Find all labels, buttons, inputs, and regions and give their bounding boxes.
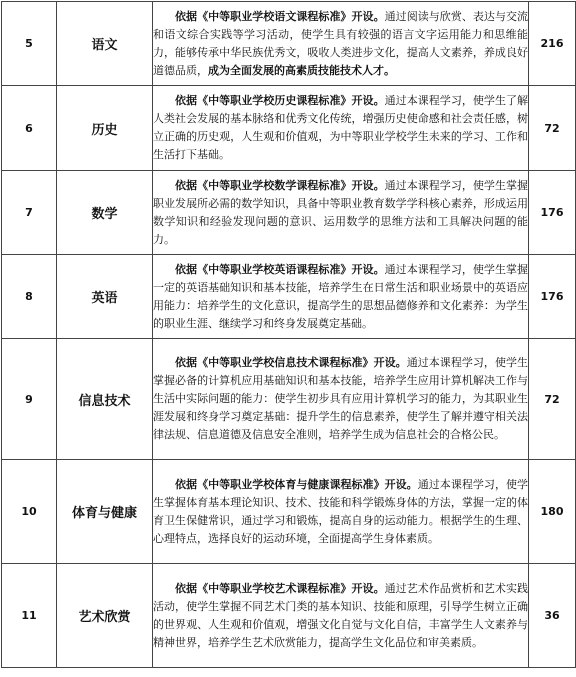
course-name: 数学 [57, 171, 153, 255]
course-hours: 216 [529, 2, 576, 86]
description-emphasis: 成为全面发展的高素质技能技术人才。 [208, 63, 395, 77]
course-name: 体育与健康 [57, 460, 153, 564]
course-name: 历史 [57, 86, 153, 171]
description-lead: 依据《中等职业学校信息技术课程标准》开设。 [175, 356, 407, 369]
table-row [2, 564, 576, 668]
row-number: 6 [2, 86, 57, 171]
course-name: 语文 [57, 2, 153, 86]
table-row [2, 339, 576, 460]
description-lead: 依据《中等职业学校艺术课程标准》开设。 [175, 581, 385, 595]
row-number: 7 [2, 171, 57, 255]
course-hours: 72 [529, 339, 576, 460]
description-lead: 依据《中等职业学校语文课程标准》开设。 [175, 9, 385, 23]
description-body: 通过艺术作品赏析和艺术实践活动，使学生掌握不同艺术门类的基本知识、技能和原理，引导学生树立正确的世界观、人生观和价值观，增强文化自觉与文化自信，丰富学生人文素养与精神世界，培养学生艺术欣赏能力，提高学生文化品位和审美素质。 [153, 581, 529, 649]
description-lead: 依据《中等职业学校英语课程标准》开设。 [175, 262, 385, 276]
row-number: 10 [2, 460, 57, 564]
row-number: 9 [2, 339, 57, 460]
course-hours: 36 [529, 564, 576, 668]
course-name: 艺术欣赏 [57, 564, 153, 668]
row-number: 5 [2, 2, 57, 86]
description-body: 通过本课程学习，使学生掌握必备的计算机应用基础知识和基本技能，培养学生应用计算机解决工作与生活中实际问题的能力：使学生初步具有应用计算机学习的能力，为其职业生涯发展和终身学习奠定基础：提升学生的信息素养，使学生了解并遵守相关法律法规、信息道德及信息安全准则，培养学生成为信息社会的合格公民。 [153, 356, 529, 441]
course-description [153, 171, 529, 255]
table-row [2, 171, 576, 255]
description-lead: 依据《中等职业学校历史课程标准》开设。 [175, 94, 385, 107]
table-row [2, 460, 576, 564]
description-lead: 依据《中等职业学校数学课程标准》开设。 [175, 178, 385, 192]
course-description [153, 564, 529, 668]
course-hours: 176 [529, 255, 576, 339]
course-name: 信息技术 [57, 339, 153, 460]
course-hours: 180 [529, 460, 576, 564]
description-body: 通过本课程学习，使学生了解人类社会发展的基本脉络和优秀文化传统，增强历史使命感和社会责任感，树立正确的历史观，人生观和价值观，为中等职业学校学生未来的学习、工作和生活打下基础。 [153, 94, 529, 161]
course-description [153, 86, 529, 171]
description-body: 通过本课程学习，使学生掌握一定的英语基础知识和基本技能，培养学生在日常生活和职业场景中的英语应用能力：培养学生的文化意识，提高学生的思想品德修养和文化素养：为学生的职业生涯、继续学习和终身发展奠定基础。 [153, 262, 529, 330]
course-description [153, 339, 529, 460]
course-description [153, 2, 529, 86]
course-name: 英语 [57, 255, 153, 339]
description-body: 通过本课程学习，使学生掌握职业发展所必需的数学知识，具备中等职业教育数学学科核心素养，形成运用数学知识和经验发现问题的意识、运用数学的思维方法和工具解决问题的能力。 [153, 178, 529, 246]
course-description [153, 460, 529, 564]
course-hours: 72 [529, 86, 576, 171]
row-number: 8 [2, 255, 57, 339]
table-row [2, 86, 576, 171]
course-table [1, 1, 576, 668]
table-row [2, 2, 576, 86]
table-row [2, 255, 576, 339]
description-body: 通过本课程学习，使学生掌握体育基本理论知识、技术、技能和科学锻炼身体的方法，掌握一定的体育卫生保健常识，通过学习和锻炼，提高自身的运动能力。根据学生的生理、心理特点，选择良好的运动环境，全面提高学生身体素质。 [153, 477, 529, 545]
description-body: 通过阅读与欣赏、表达与交流和语文综合实践等学习活动，使学生具有较强的语言文字运用能力和思维能力，能够传承中华民族优秀文，吸收人类进步文化，提高人文素养，养成良好道德品质， [153, 9, 529, 77]
row-number: 11 [2, 564, 57, 668]
course-hours: 176 [529, 171, 576, 255]
course-description [153, 255, 529, 339]
description-lead: 依据《中等职业学校体育与健康课程标准》开设。 [175, 477, 418, 491]
